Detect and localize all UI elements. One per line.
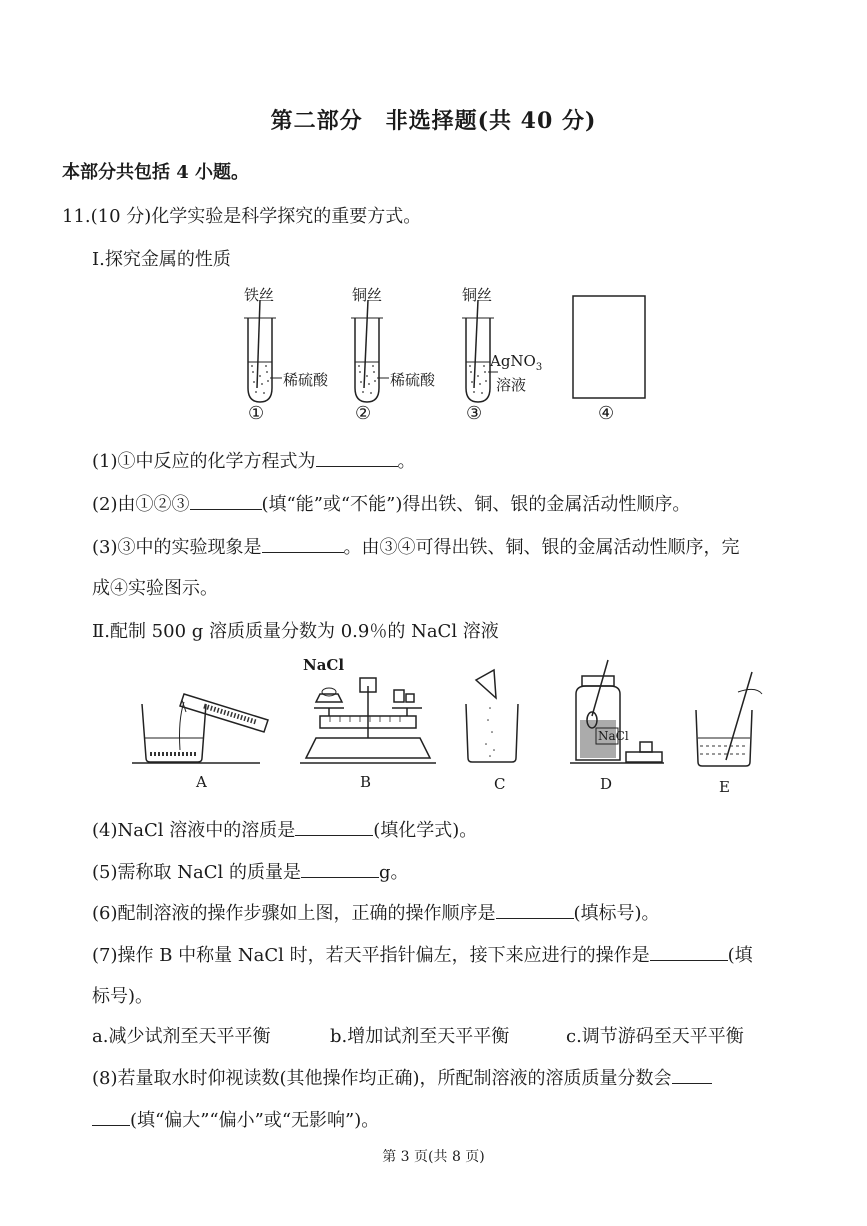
test-tube-2 xyxy=(351,300,389,402)
question-5: (5)需称取 NaCl 的质量是 g。 xyxy=(92,862,409,883)
tube-3-liquid-label-2: 溶液 xyxy=(496,376,527,394)
answer-blank-8-part2[interactable] xyxy=(92,1109,130,1126)
step-a-label: A xyxy=(196,773,207,791)
answer-blank-6[interactable] xyxy=(496,902,574,919)
tube-1-wire-label: 铁丝 xyxy=(244,286,275,304)
option-a: a.减少试剂至天平平衡 xyxy=(92,1026,271,1047)
box-4-number: ④ xyxy=(598,403,615,424)
answer-blank-4[interactable] xyxy=(295,819,373,836)
step-e-label: E xyxy=(719,778,730,796)
tube-3-liquid-label: AgNO$_3$ xyxy=(490,352,543,373)
tube-3-wire-label: 铜丝 xyxy=(462,286,493,304)
answer-blank-2[interactable] xyxy=(190,493,262,510)
test-tube-1 xyxy=(244,300,282,402)
tube-3-number: ③ xyxy=(466,403,483,424)
part-1-title: Ⅰ.探究金属的性质 xyxy=(92,249,231,270)
question-11-stem: 11.(10 分)化学实验是科学探究的重要方式。 xyxy=(62,206,422,227)
test-tube-3 xyxy=(462,300,498,402)
question-6: (6)配制溶液的操作步骤如上图，正确的操作顺序是 (填标号)。 xyxy=(92,903,660,924)
tube-1-liquid-label: 稀硫酸 xyxy=(283,371,329,389)
section-title: 第二部分 非选择题(共 40 分) xyxy=(270,108,597,134)
question-8-continued: (填“偏大”“偏小”或“无影响”)。 xyxy=(92,1106,379,1132)
blank-diagram-box xyxy=(573,296,645,398)
answer-blank-1[interactable] xyxy=(316,450,398,467)
step-d-label: D xyxy=(600,775,613,793)
page-footer: 第 3 页(共 8 页) xyxy=(382,1149,485,1165)
question-4: (4)NaCl 溶液中的溶质是 (填化学式)。 xyxy=(92,820,478,841)
section-intro: 本部分共包括 4 小题。 xyxy=(62,162,250,183)
option-c: c.调节游码至天平平衡 xyxy=(566,1026,744,1047)
question-7-continued: 标号)。 xyxy=(92,986,154,1007)
answer-blank-7[interactable] xyxy=(650,944,728,961)
step-e-stirring xyxy=(696,672,762,766)
step-d-reagent-bottle xyxy=(570,660,664,763)
question-8: (8)若量取水时仰视读数(其他操作均正确)，所配制溶液的溶质质量分数会 xyxy=(92,1064,712,1090)
question-1: (1)①中反应的化学方程式为 。 xyxy=(92,451,416,472)
tube-2-liquid-label: 稀硫酸 xyxy=(390,371,436,389)
step-c-label: C xyxy=(494,775,506,793)
option-b: b.增加试剂至天平平衡 xyxy=(330,1026,510,1047)
answer-blank-8-part1[interactable] xyxy=(672,1067,712,1084)
question-7: (7)操作 B 中称量 NaCl 时，若天平指针偏左，接下来应进行的操作是 (填 xyxy=(92,945,753,966)
answer-blank-5[interactable] xyxy=(301,861,379,878)
tube-1-number: ① xyxy=(248,403,265,424)
step-a-pouring xyxy=(132,694,268,763)
tube-2-number: ② xyxy=(355,403,372,424)
tube-2-wire-label: 铜丝 xyxy=(352,286,383,304)
part-2-title: Ⅱ.配制 500 g 溶质质量分数为 0.9％的 NaCl 溶液 xyxy=(92,621,499,642)
balance-nacl-label: NaCl xyxy=(303,656,345,674)
step-b-label: B xyxy=(360,773,372,791)
solution-preparation-figure xyxy=(120,650,780,775)
step-c-adding-solid xyxy=(466,670,518,762)
question-2: (2)由①②③ (填“能”或“不能”)得出铁、铜、银的金属活动性顺序。 xyxy=(92,494,691,515)
question-3: (3)③中的实验现象是 。由③④可得出铁、铜、银的金属活动性顺序，完 xyxy=(92,537,740,558)
step-b-balance xyxy=(300,678,436,763)
question-3-continued: 成④实验图示。 xyxy=(92,578,218,599)
answer-blank-3[interactable] xyxy=(262,536,344,553)
bottle-nacl-label: NaCl xyxy=(598,729,629,743)
